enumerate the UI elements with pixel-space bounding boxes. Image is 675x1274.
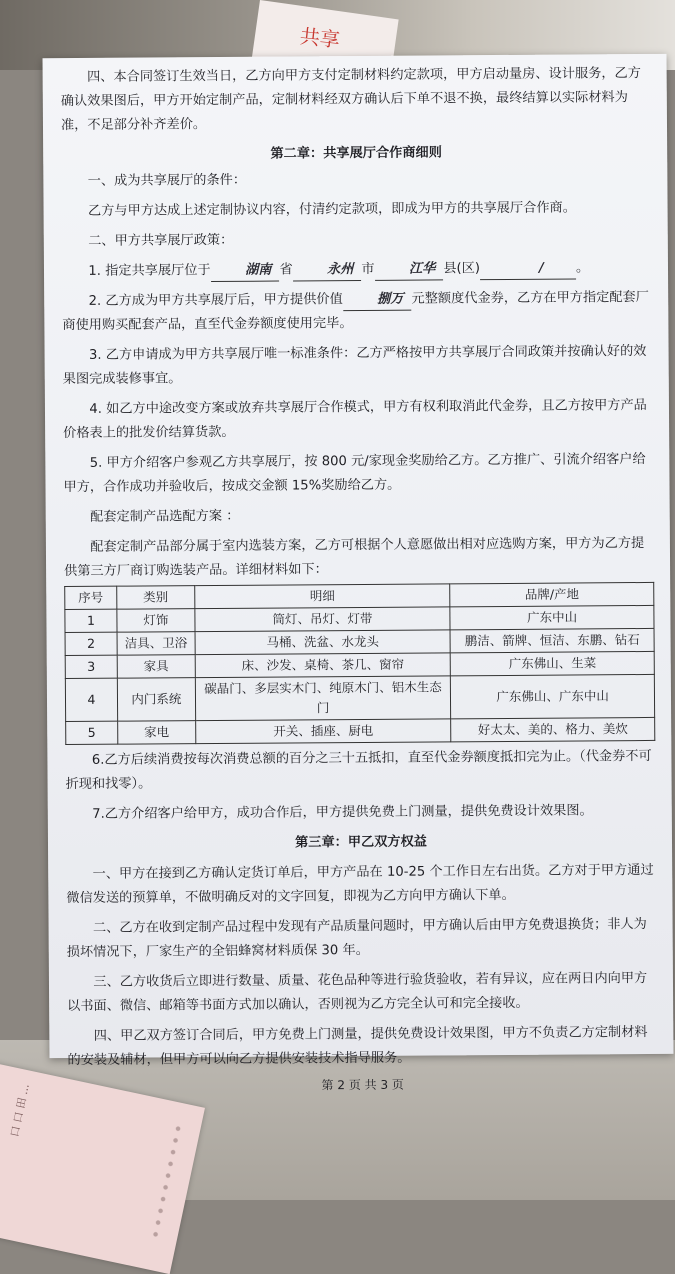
cell-index: 5 (66, 721, 118, 744)
cell-brand: 鹏洁、箭牌、恒洁、东鹏、钻石 (450, 628, 654, 652)
red-stamp-fragment: 共享 (298, 23, 341, 53)
contract-page (43, 54, 674, 1093)
materials-table (64, 582, 655, 745)
policy-item-1 (62, 256, 652, 284)
policy-item-3: 3. 乙方申请成为甲方共享展厅唯一标准条件：乙方严格按甲方共享展厅合同政策并按确认好的效果图完成装修事宜。 (62, 343, 647, 388)
policy-item-7: 7.乙方介绍客户给甲方，成功合作后，甲方提供免费上门测量，提供免费设计效果图。 (92, 803, 593, 822)
section-2-heading: 二、甲方共享展厅政策： (88, 232, 234, 249)
section-1-body: 乙方与甲方达成上述定制协议内容，付清约定款项，即成为甲方的共享展厅合作商。 (87, 200, 576, 219)
cell-category: 灯饰 (117, 609, 195, 633)
table-row (65, 674, 654, 721)
cell-detail: 碳晶门、多层实木门、纯原木门、铝木生态门 (195, 676, 451, 721)
cell-category: 内门系统 (117, 678, 195, 722)
city-unit: 市 (361, 261, 375, 277)
policy-item-4: 4. 如乙方中途改变方案或放弃共享展厅合作模式，甲方有权利取消此代金券，且乙方按甲方产品价格表上的批发价结算货款。 (63, 397, 647, 442)
scheme-heading: 配套定制产品选配方案 ： (90, 508, 240, 525)
cell-index: 4 (65, 678, 117, 721)
cell-brand: 广东佛山、广东中山 (451, 674, 655, 718)
page-content (61, 62, 658, 1099)
table-row (66, 717, 655, 744)
county-unit: 县(区) (443, 261, 481, 277)
province-unit: 省 (279, 262, 293, 278)
rights-paragraph-2: 二、乙方在收到定制产品过程中发现有产品质量问题时，甲方确认后由甲方免费退换货；非人为损坏情况下，厂家生产的全铝蜂窝材料质保 30 年。 (66, 916, 647, 961)
cell-index: 3 (65, 655, 117, 678)
cell-brand: 广东佛山、生菜 (451, 651, 655, 675)
page-number: 第 2 页 共 3 页 (321, 1077, 404, 1093)
handwritten-province: 湖南 (211, 261, 280, 282)
section-1-heading: 一、成为共享展厅的条件： (87, 172, 247, 189)
chapter-2-title: 第二章：共享展厅合作商细则 (270, 145, 442, 162)
policy-item-2 (62, 286, 652, 338)
header-index: 序号 (65, 586, 117, 609)
cell-detail: 筒灯、吊灯、灯带 (195, 607, 451, 632)
header-brand: 品牌/产地 (450, 582, 654, 606)
scheme-body: 配套定制产品部分属于室内选装方案，乙方可根据个人意愿做出相对应选购方案，甲方为乙方提供第三方厂商订购选装产品。详细材料如下： (64, 536, 645, 580)
item-2-suffix: 元整额度代金券，乙方在甲方指定配套厂商使用购买配套产品，直至代金券额度使用完毕。 (62, 289, 649, 334)
cell-brand: 广东中山 (450, 605, 654, 629)
cell-index: 2 (65, 632, 117, 655)
pink-paper-text: 口 口 田 ... (7, 1082, 32, 1139)
handwritten-county: 江华 (375, 259, 444, 280)
cell-detail: 开关、插座、厨电 (195, 719, 451, 744)
cell-category: 家电 (118, 721, 196, 745)
chapter-3-title: 第三章：甲乙双方权益 (295, 834, 427, 851)
handwritten-district: / (480, 258, 576, 280)
cell-index: 1 (65, 609, 117, 632)
rights-paragraph-1: 一、甲方在接到乙方确认定货订单后，甲方产品在 10-25 个工作日左右出货。乙方对于甲方通过微信发送的预算单，不做明确反对的文字回复，即视为乙方向甲方确认下单。 (66, 862, 654, 907)
handwritten-amount: 捌万 (343, 290, 412, 311)
handwritten-city: 永州 (293, 260, 362, 281)
cell-detail: 马桶、洗盆、水龙头 (195, 630, 451, 655)
cell-category: 家具 (117, 655, 195, 679)
item-1-end: 。 (575, 260, 590, 276)
header-detail: 明细 (195, 584, 451, 609)
item-2-prefix: 2. 乙方成为甲方共享展厅后，甲方提供价值 (88, 292, 343, 309)
item-1-prefix: 1. 指定共享展厅位于 (88, 263, 211, 279)
policy-item-6: 6.乙方后续消费按每次消费总额的百分之三十五抵扣，直至代金券额度抵扣完为止。（代金券不可折现和找零）。 (65, 748, 652, 793)
cell-detail: 床、沙发、桌椅、茶几、窗帘 (195, 653, 451, 678)
rights-paragraph-4: 四、甲乙双方签订合同后，甲方免费上门测量，提供免费设计效果图，甲方不负责乙方定制材料的安装及辅材，但甲方可以向乙方提供安装技术指导服务。 (67, 1024, 648, 1069)
header-category: 类别 (117, 586, 195, 610)
clause-4: 四、本合同签订生效当日，乙方向甲方支付定制材料约定款项，甲方启动量房、设计服务，乙方确认效果图后，甲方开始定制产品，定制材料经双方确认后下单不退不换，最终结算以实际材料为准，不足部分补齐差价。 (60, 66, 641, 134)
rights-paragraph-3: 三、乙方收货后立即进行数量、质量、花色品种等进行验货验收，若有异议，应在两日内向甲方以书面、微信、邮箱等书面方式加以确认，否则视为乙方完全认可和完全接收。 (67, 970, 648, 1015)
cell-brand: 好太太、美的、格力、美炊 (451, 717, 655, 741)
cell-category: 洁具、卫浴 (117, 632, 195, 656)
policy-item-5: 5. 甲方介绍客户参观乙方共享展厅，按 800 元/家现金奖励给乙方。乙方推广、引流介绍客户给甲方，合作成功并验收后，按成交金额 15%奖励给乙方。 (63, 451, 646, 496)
